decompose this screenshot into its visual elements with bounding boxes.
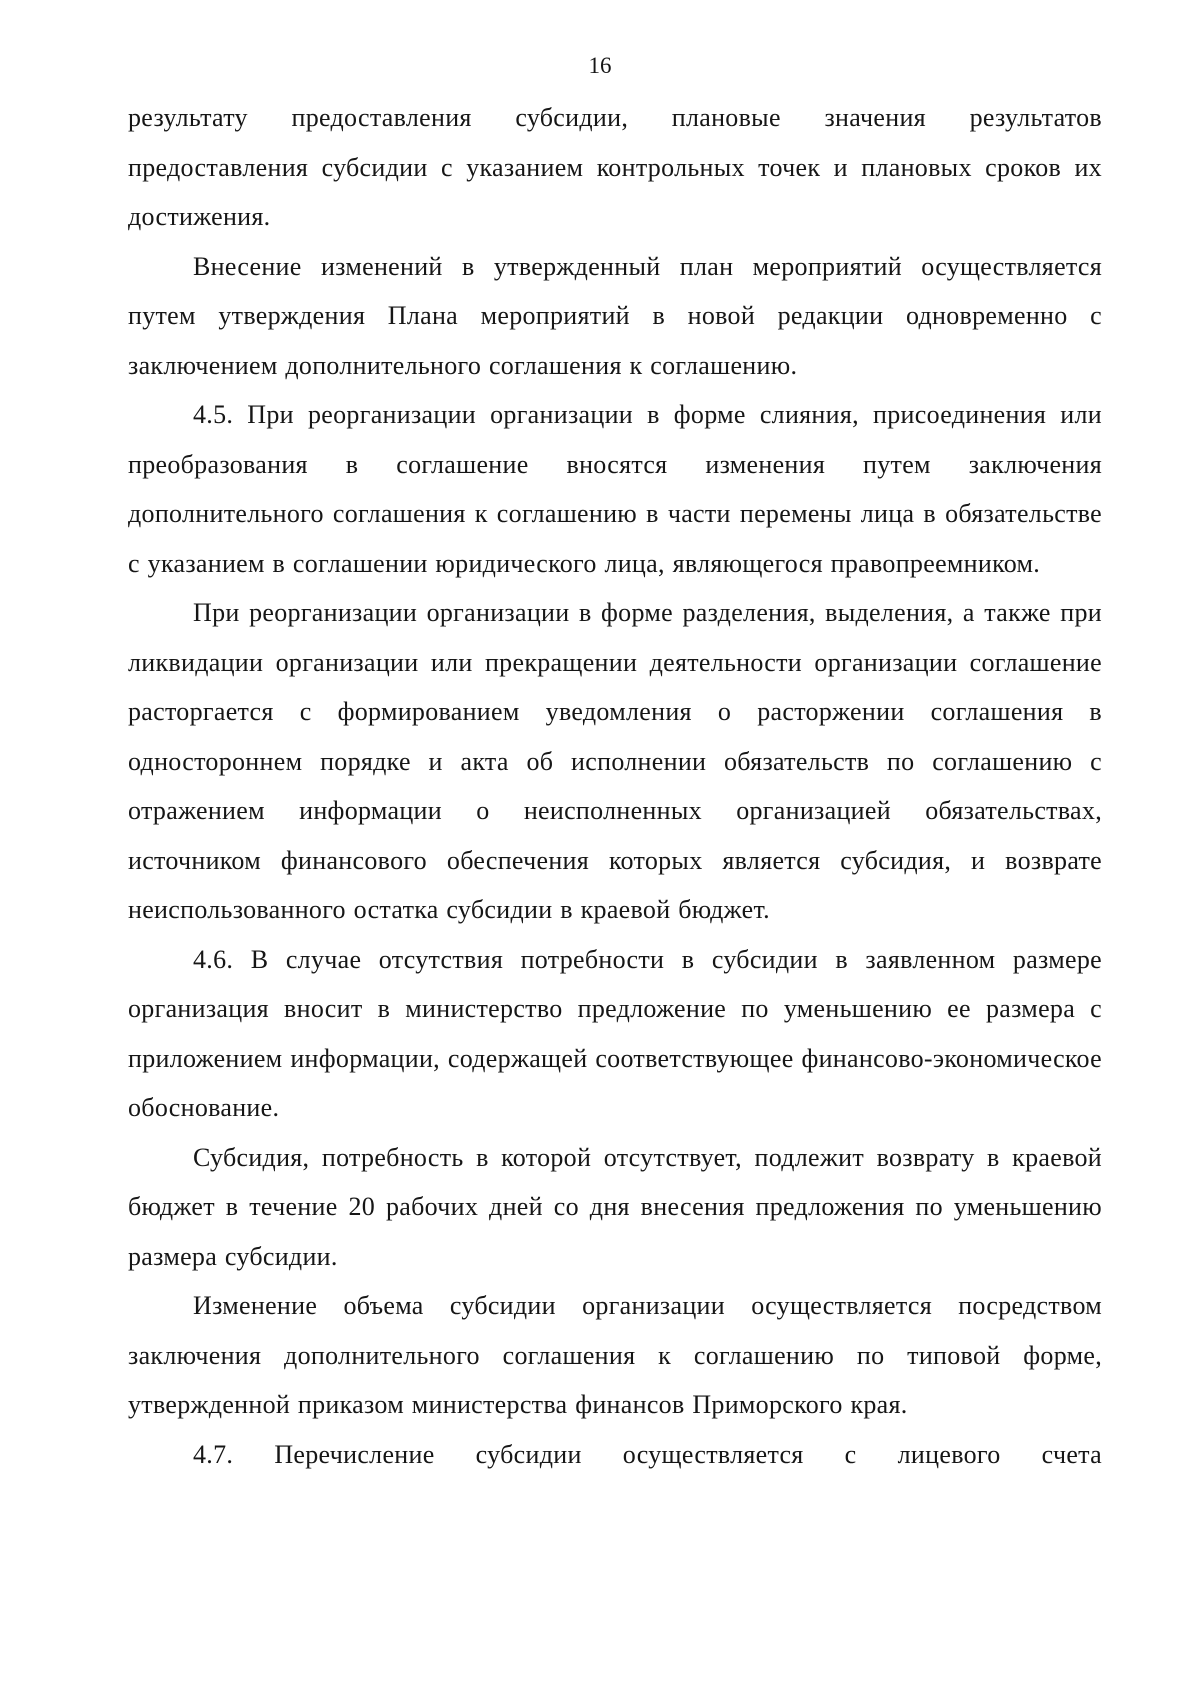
paragraph-subsidy-volume-change: Изменение объема субсидии организации осуществляется посредством заключения дополнительного соглашения к соглашению по типовой форме, утвержденной приказом министерства финансов Приморского края.: [128, 1291, 1102, 1419]
paragraph-subsidy-return: Субсидия, потребность в которой отсутствует, подлежит возврату в краевой бюджет в течение 20 рабочих дней со дня внесения предложения по уменьшению размера субсидии.: [128, 1142, 1102, 1271]
document-body: [128, 93, 1102, 1479]
paragraph-4-5: 4.5. При реорганизации организации в форме слияния, присоединения или преобразования в соглашение вносятся изменения путем заключения дополнительного соглашения к соглашению в части перемены лица в обязательстве с указанием в соглашении юридического лица, являющегося правопреемником.: [128, 400, 1102, 578]
paragraph-4-7: 4.7. Перечисление субсидии осуществляется с лицевого счета: [193, 1439, 1102, 1469]
paragraph-plan-changes: Внесение изменений в утвержденный план мероприятий осуществляется путем утверждения Плана мероприятий в новой редакции одновременно с заключением дополнительного соглашения к соглашению.: [128, 251, 1102, 380]
page-number: 16: [588, 53, 612, 78]
paragraph-continuation: результату предоставления субсидии, плановые значения результатов предоставления субсидии с указанием контрольных точек и плановых сроков их достижения.: [128, 103, 1102, 231]
paragraph-4-6: 4.6. В случае отсутствия потребности в субсидии в заявленном размере организация вносит в министерство предложение по уменьшению ее размера с приложением информации, содержащей соответствующее финансово-экономическое обоснование.: [128, 944, 1102, 1122]
paragraph-reorganization-termination: При реорганизации организации в форме разделения, выделения, а также при ликвидации организации или прекращении деятельности организации соглашение расторгается с формированием уведомления о расторжении соглашения в одностороннем порядке и акта об исполнении обязательств по соглашению с отражением информации о неисполненных организацией обязательствах, источником финансового обеспечения которых является субсидия, и возврате неиспользованного остатка субсидии в краевой бюджет.: [128, 598, 1102, 924]
